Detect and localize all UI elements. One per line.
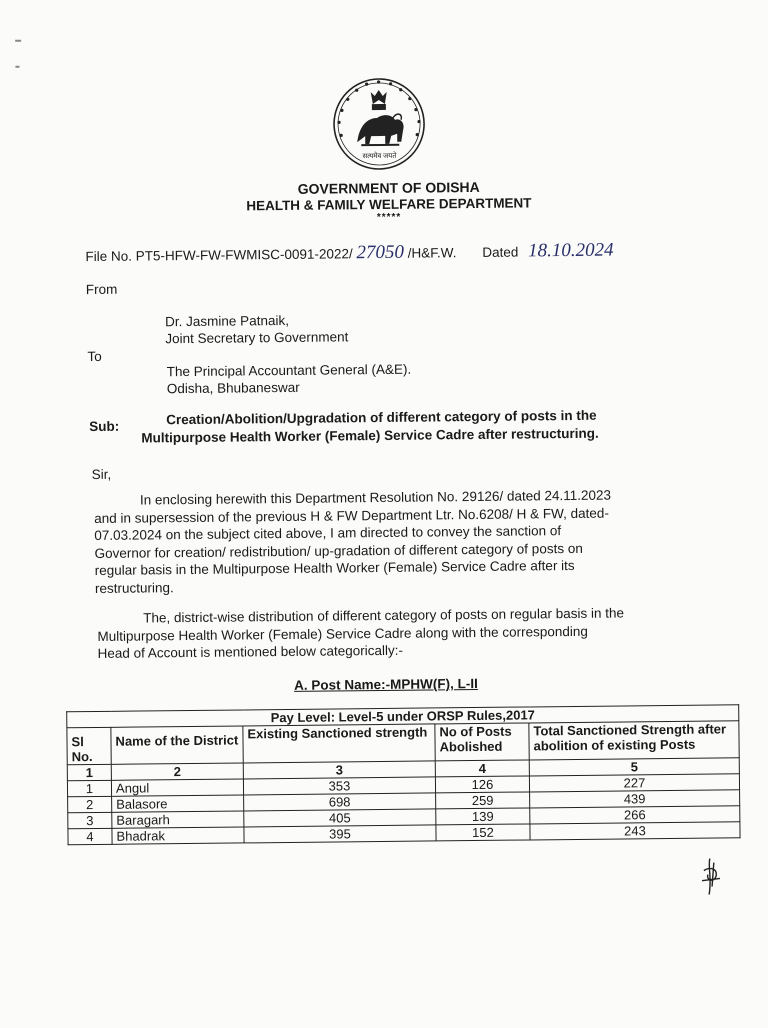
cell-district: Angul [111,779,243,796]
from-label: From [85,281,118,298]
table-title-text: A. Post Name:-MPHW(F), L-II [293,675,478,693]
cell-existing: 353 [243,777,435,795]
cell-existing: 395 [244,825,436,843]
paragraph-1-line: In enclosing herewith this Department Resolution No. 29126/ dated 24.11.2023 [139,487,612,508]
cell-district: Baragarh [112,811,244,828]
paragraph-1-line: 07.03.2024 on the subject cited above, I am directed to convey the sanction of [94,523,562,543]
column-number: 4 [435,760,529,777]
salutation: Sir, [91,466,112,483]
cell-total: 227 [529,774,739,792]
file-number-handwritten: 27050 [356,241,405,264]
scan-mark [15,40,21,42]
table-title [2,673,768,696]
paragraph-1-line: and in supersession of the previous H & FW Department Ltr. No.6208/ H & FW, dated- [94,505,609,526]
dated-label: Dated [482,244,519,260]
recipient-line2: Odisha, Bhubaneswar [166,379,300,397]
department-heading: HEALTH & FAMILY WELFARE DEPARTMENT [246,195,532,214]
sender-name: Dr. Jasmine Patnaik, [165,312,290,330]
cell-sl: 1 [67,780,111,796]
subject-line2: Multipurpose Health Worker (Female) Service Cadre after restructuring. [141,425,599,446]
header-sl: Sl No. [67,727,111,764]
file-number-suffix: /H&F.W. [407,245,457,261]
government-heading: GOVERNMENT OF ODISHA [297,178,480,197]
scan-mark [15,66,19,68]
paragraph-2 [97,604,688,663]
heading-stars: ***** [376,211,402,224]
recipient-line1: The Principal Accountant General (A&E). [166,361,412,380]
header-existing: Existing Sanctioned strength [243,724,435,763]
paragraph-2-line: Head of Account is mentioned below categorically:- [97,642,404,661]
sender-designation: Joint Secretary to Government [165,329,349,347]
header-district: Name of the District [111,726,243,764]
paragraph-1-line: restructuring. [94,579,174,596]
cell-existing: 698 [244,793,436,811]
signature-initial-icon [698,856,726,896]
file-number-line [85,240,613,268]
posts-table [66,704,740,845]
header-abolished: No of Posts Abolished [435,723,529,761]
pay-level-cell: Pay Level: Level-5 under ORSP Rules,2017 [67,705,739,728]
column-number: 3 [243,761,435,779]
paragraph-2-line: The, district-wise distribution of different category of posts on regular basis in the [143,605,625,626]
paragraph-1 [94,486,687,597]
column-number: 5 [529,758,739,776]
subject-line1: Creation/Abolition/Upgradation of different category of posts in the [166,407,597,428]
cell-district: Balasore [112,795,244,812]
cell-total: 266 [530,806,740,824]
odisha-emblem-icon [331,73,428,174]
header-total: Total Sanctioned Strength after abolition of existing Posts [529,721,739,760]
cell-total: 439 [530,790,740,808]
column-number: 2 [111,763,243,780]
emblem-motto: सत्यमेव जयते [362,151,397,161]
cell-abolished: 139 [436,808,530,825]
cell-total: 243 [530,822,740,840]
column-number: 1 [67,764,111,780]
cell-sl: 4 [68,828,112,844]
cell-sl: 2 [68,796,112,812]
cell-district: Bhadrak [112,827,244,844]
paragraph-1-line: regular basis in the Multipurpose Health Worker (Female) Service Cadre after its [94,557,575,578]
to-label: To [87,348,102,365]
cell-sl: 3 [68,812,112,828]
paragraph-2-line: Multipurpose Health Worker (Female) Service Cadre along with the corresponding [97,623,588,644]
cell-abolished: 259 [436,792,530,809]
cell-abolished: 126 [435,776,529,793]
date-handwritten: 18.10.2024 [527,239,614,262]
cell-existing: 405 [244,809,436,827]
subject-label: Sub: [89,418,120,435]
file-number-prefix: File No. PT5-HFW-FW-FWMISC-0091-2022/ [85,246,353,265]
cell-abolished: 152 [436,824,530,841]
paragraph-1-line: Governor for creation/ redistribution/ up-gradation of different category of posts on [94,540,583,561]
